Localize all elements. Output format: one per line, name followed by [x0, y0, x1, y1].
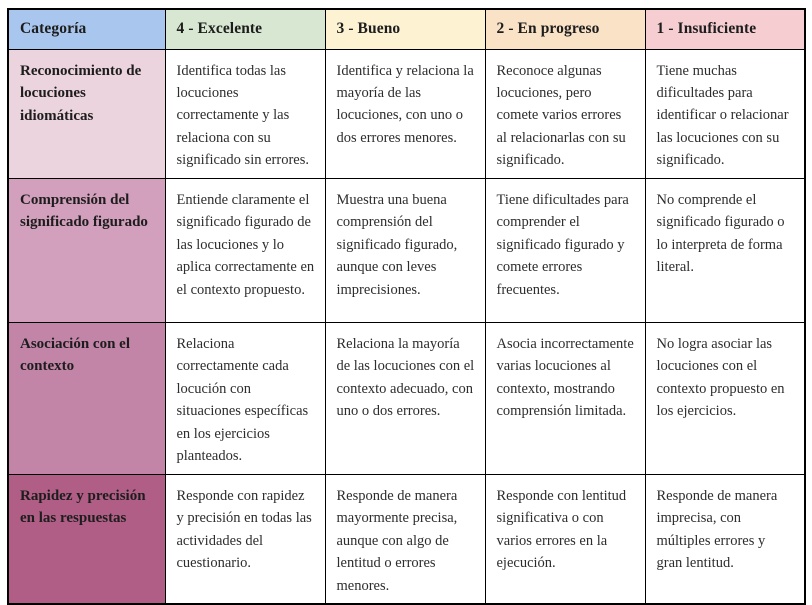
rubric-cell: Identifica todas las locuciones correctamente y las relaciona con su significado sin errores.: [165, 49, 325, 178]
rubric-cell: Responde con rapidez y precisión en todas las actividades del cuestionario.: [165, 474, 325, 604]
rubric-cell: Responde de manera imprecisa, con múltiples errores y gran lentitud.: [645, 474, 805, 604]
rubric-cell: Asocia incorrectamente varias locuciones al contexto, mostrando comprensión limitada.: [485, 322, 645, 474]
rubric-row-asociacion: [8, 322, 805, 474]
rubric-cell: Tiene muchas dificultades para identificar o relacionar las locuciones con su significado.: [645, 49, 805, 178]
rubric-table: [7, 8, 806, 605]
rubric-cell: No logra asociar las locuciones con el contexto propuesto en los ejercicios.: [645, 322, 805, 474]
rubric-cell: Relaciona la mayoría de las locuciones con el contexto adecuado, con uno o dos errores.: [325, 322, 485, 474]
category-cell: Reconocimiento de locuciones idiomáticas: [8, 49, 165, 178]
rubric-cell: Relaciona correctamente cada locución con situaciones específicas en los ejercicios planteados.: [165, 322, 325, 474]
rubric-cell: Muestra una buena comprensión del significado figurado, aunque con leves imprecisiones.: [325, 178, 485, 322]
rubric-cell: Tiene dificultades para comprender el significado figurado y comete errores frecuentes.: [485, 178, 645, 322]
header-cell-bueno: 3 - Bueno: [325, 9, 485, 49]
category-cell: Comprensión del significado figurado: [8, 178, 165, 322]
header-cell-en-progreso: 2 - En progreso: [485, 9, 645, 49]
rubric-cell: No comprende el significado figurado o lo interpreta de forma literal.: [645, 178, 805, 322]
rubric-row-rapidez: [8, 474, 805, 604]
rubric-row-comprension: [8, 178, 805, 322]
header-cell-categoria: Categoría: [8, 9, 165, 49]
rubric-cell: Identifica y relaciona la mayoría de las locuciones, con uno o dos errores menores.: [325, 49, 485, 178]
rubric-cell: Entiende claramente el significado figurado de las locuciones y lo aplica correctamente en el contexto propuesto.: [165, 178, 325, 322]
header-row: [8, 9, 805, 49]
rubric-cell: Responde de manera mayormente precisa, aunque con algo de lentitud o errores menores.: [325, 474, 485, 604]
rubric-row-reconocimiento: [8, 49, 805, 178]
header-cell-excelente: 4 - Excelente: [165, 9, 325, 49]
header-cell-insuficiente: 1 - Insuficiente: [645, 9, 805, 49]
rubric-cell: Reconoce algunas locuciones, pero comete varios errores al relacionarlas con su significado.: [485, 49, 645, 178]
category-cell: Asociación con el contexto: [8, 322, 165, 474]
category-cell: Rapidez y precisión en las respuestas: [8, 474, 165, 604]
rubric-cell: Responde con lentitud significativa o con varios errores en la ejecución.: [485, 474, 645, 604]
